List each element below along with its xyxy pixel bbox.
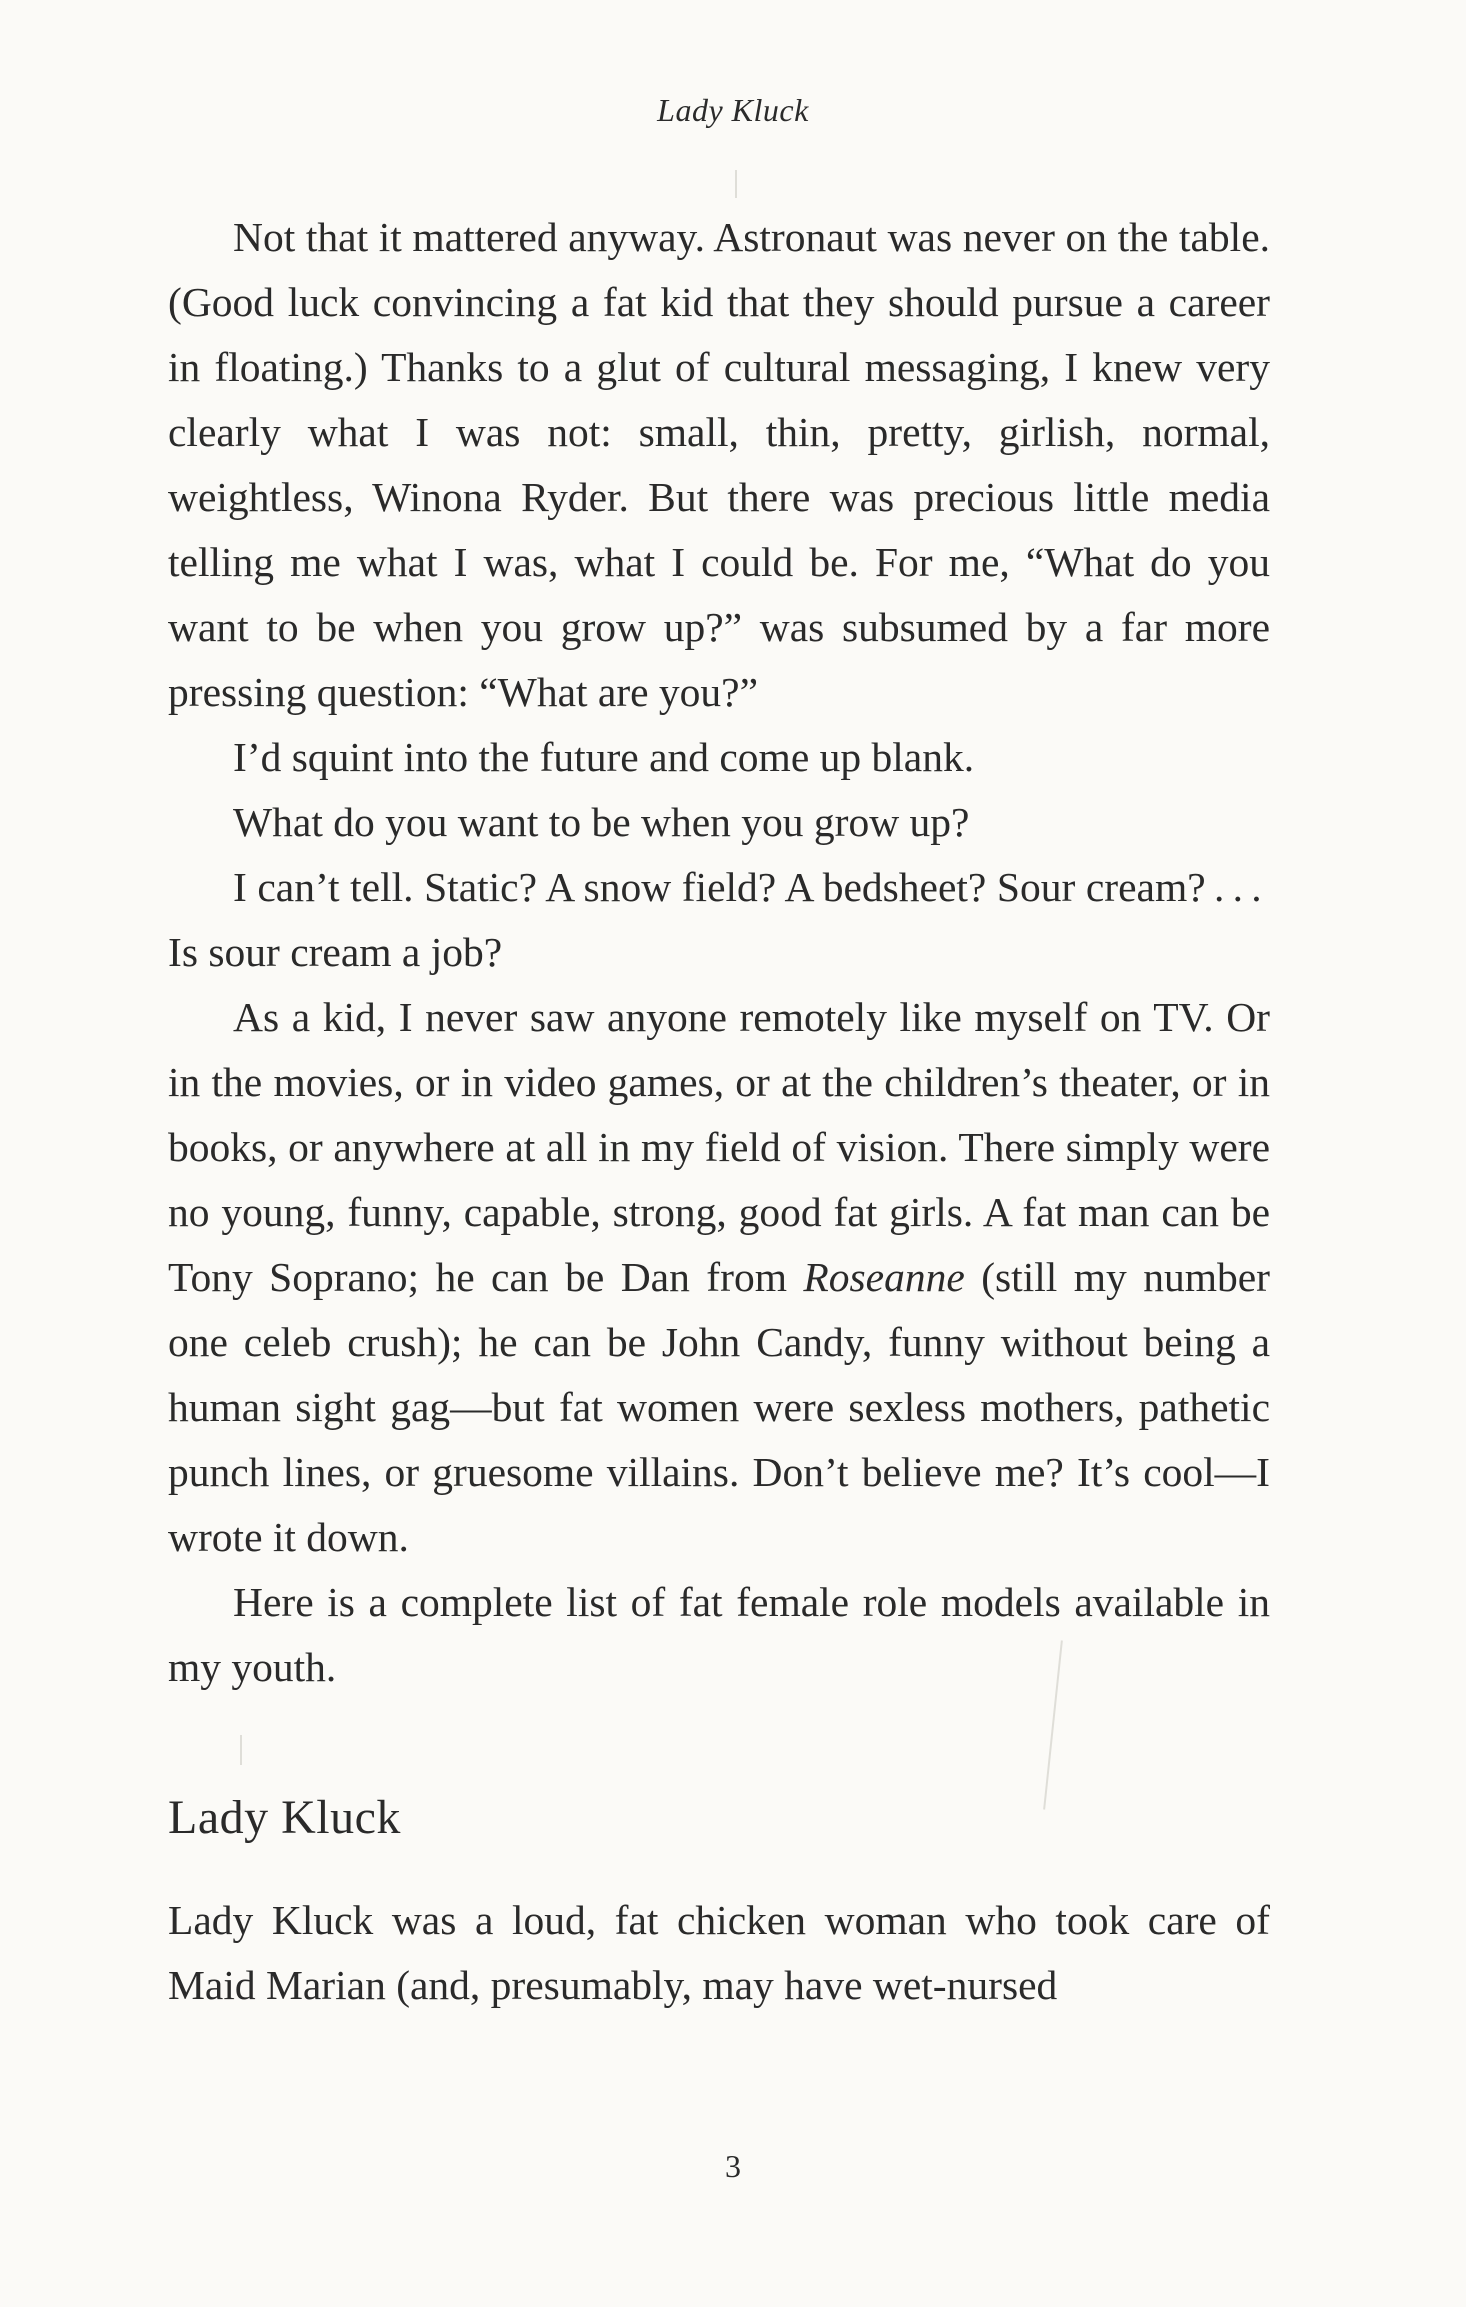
section-heading: Lady Kluck [168, 1791, 401, 1844]
paragraph-2: I’d squint into the future and come up blank. [233, 734, 975, 780]
paragraph-6: Here is a complete list of fat female role models available in my youth. [168, 1579, 1270, 1690]
paragraph-3: What do you want to be when you grow up? [233, 799, 970, 845]
paragraph-4: I can’t tell. Static? A snow field? A bedsheet? Sour cream? . . . Is sour cream a job? [168, 864, 1270, 975]
show-title-roseanne: Roseanne [803, 1254, 965, 1300]
scan-artifact [240, 1735, 242, 1765]
section-paragraph: Lady Kluck was a loud, fat chicken woman who took care of Maid Marian (and, presumably, may have wet-nursed [168, 1897, 1270, 2008]
paragraph-5-part-1: As a kid, I never saw anyone remotely like myself on TV. Or in the movies, or in video games, or at the children’s theater, or in books, or anywhere at all in my field of vision. There simply were no young, funny, capable, strong, good fat girls. A fat man can be Tony Soprano; he can be Dan from [168, 994, 1270, 1300]
body-text [168, 205, 1270, 1700]
paragraph-5 [168, 985, 1270, 1570]
running-head: Lady Kluck [657, 92, 809, 128]
page-number: 3 [725, 2148, 741, 2184]
paragraph-5-part-2: (still my number one celeb crush); he can be John Candy, funny without being a human sight gag—but fat women were sexless mothers, pathetic punch lines, or gruesome villains. Don’t believe me? It’s cool—I wrote it down. [168, 1254, 1270, 1560]
section-body [168, 1888, 1270, 2018]
paragraph-1: Not that it mattered anyway. Astronaut was never on the table. (Good luck convincing a fat kid that they should pursue a career in floating.) Thanks to a glut of cultural messaging, I knew very clearly what I was not: small, thin, pretty, girlish, normal, weightless, Winona Ryder. But there was precious little media telling me what I was, what I could be. For me, “What do you want to be when you grow up?” was subsumed by a far more pressing question: “What are you?” [168, 214, 1270, 715]
scan-artifact [735, 170, 737, 198]
